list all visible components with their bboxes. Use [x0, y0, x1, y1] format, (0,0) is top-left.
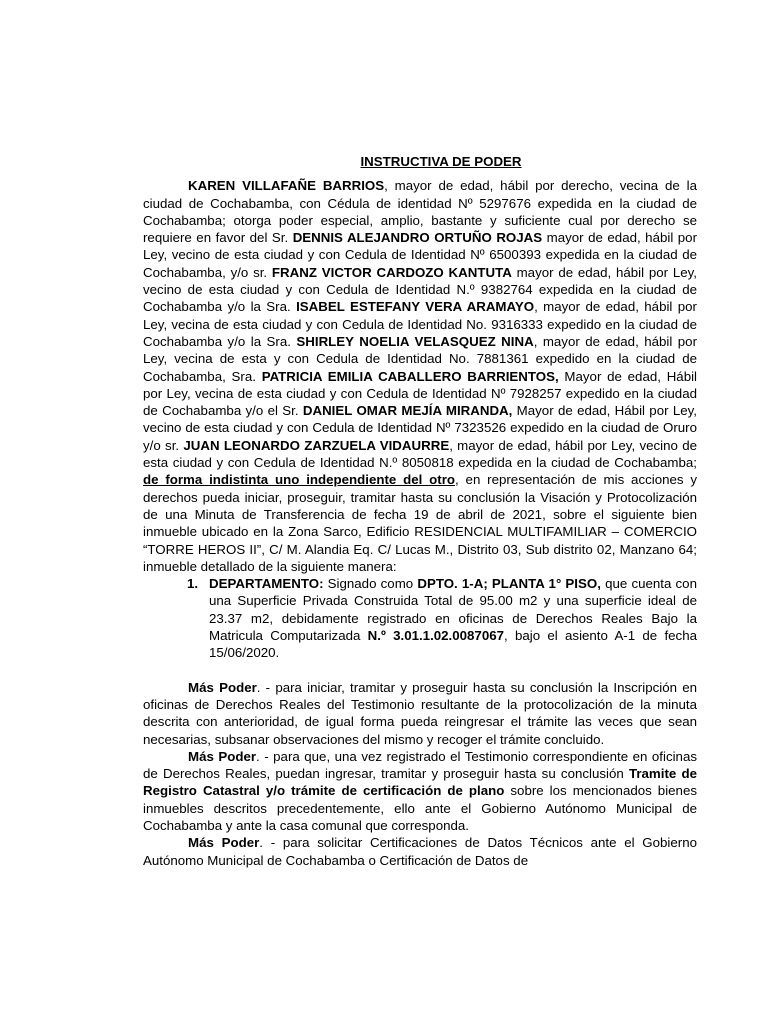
item-label: DEPARTAMENTO: — [209, 576, 324, 592]
text-segment: Mayor de edad, Hábil por Ley, vecina de esta ciudad y con Cedula de Identidad Nº 7928257 expedido en la ciudad de Cochabamba y/o el Sr. — [143, 368, 697, 419]
attorney-name: DANIEL OMAR MEJÍA MIRANDA, — [302, 403, 513, 419]
attorney-name: ISABEL ESTEFANY VERA ARAMAYO — [296, 299, 535, 315]
grantor-name: KAREN VILLAFAÑE BARRIOS — [188, 178, 385, 194]
mas-poder-label: Más Poder — [188, 679, 257, 695]
paragraph-grant — [143, 177, 697, 575]
text-segment: . - para iniciar, tramitar y proseguir hasta su conclusión la Inscripción en oficinas de Derechos Reales del Testimonio resultante de la protocolización de la minuta descrita con anterioridad, de igual forma pueda reingresar el trámite las veces que sean necesarias, subsanar observaciones del mismo y recoger el trámite concluido. — [143, 679, 697, 747]
text-segment: , en representación de mis acciones y derechos pueda iniciar, proseguir, tramitar hasta su conclusión la Visación y Protocolización de una Minuta de Transferencia de fecha 19 de abril de 2021, sobre el siguiente bien inmueble ubicado en la Zona Sarco, Edificio RESIDENCIAL MULTIFAMILIAR – COMERCIO “TORRE HEROS II”, C/ M. Alandia Eq. C/ Lucas M., Distrito 03, Sub distrito 02, Manzano 64; inmueble detallado de la siguiente manera: — [143, 472, 697, 574]
text-segment: , mayor de edad, hábil por Ley, vecina de esta ciudad y con Cedula de Identidad No. 9316333 expedido en la ciudad de Cochabamba y/o la Sra. — [143, 299, 697, 349]
text-segment: Mayor de edad, Hábil por Ley, vecino de esta ciudad y con Cedula de Identidad Nº 7323526 expedido en la ciudad de Oruro y/o sr. — [143, 403, 697, 453]
text-segment: , mayor de edad, hábil por Ley, vecina de esta y con Cedula de Identidad No. 7881361 expedido en la ciudad de Cochabamba, Sra. — [143, 333, 697, 384]
property-list — [143, 575, 697, 661]
attorney-name: JUAN LEONARDO ZARZUELA VIDAURRE — [183, 437, 450, 453]
list-item — [187, 575, 697, 661]
attorney-name: DENNIS ALEJANDRO ORTUÑO ROJAS — [292, 230, 543, 246]
emphasis-clause: de forma indistinta uno independiente del otro — [143, 472, 456, 488]
paragraph-mas-poder-1 — [143, 679, 697, 748]
attorney-name: PATRICIA EMILIA CABALLERO BARRIENTOS, — [261, 368, 559, 384]
unit-designation: DPTO. 1-A; PLANTA 1° PISO, — [417, 576, 601, 592]
text-segment: , mayor de edad, hábil por derecho, vecina de la ciudad de Cochabamba, con Cédula de identidad Nº 5297676 expedida en la ciudad de Cochabamba; otorga poder especial, amplio, bastante y suficiente cual por derecho se requiere en favor del Sr. — [143, 178, 697, 246]
paragraph-mas-poder-3 — [143, 834, 697, 869]
paragraph-mas-poder-2 — [143, 748, 697, 834]
text-segment: , bajo el asiento A-1 de fecha 15/06/2020. — [209, 628, 697, 661]
mas-poder-label: Más Poder — [188, 835, 260, 851]
registry-number: N.º 3.01.1.02.0087067 — [367, 628, 505, 644]
text-segment: . - para que, una vez registrado el Testimonio correspondiente en oficinas de Derechos Reales, puedan ingresar, tramitar y proseguir hasta su conclusión — [143, 748, 697, 782]
text-segment: mayor de edad, hábil por Ley, vecino de esta ciudad y con Cedula de Identidad Nº 6500393 expedida en la ciudad de Cochabamba, y/o sr. — [143, 230, 698, 280]
document-body — [143, 153, 697, 869]
procedure-name: Tramite de Registro Catastral y/o trámite de certificación de plano — [143, 766, 697, 799]
text-segment: que cuenta con una Superficie Privada Construida Total de 95.00 m2 y una superficie ideal de 23.37 m2, debidamente registrado en oficinas de Derechos Reales Bajo la Matricula Computarizada — [209, 576, 697, 644]
text-segment: . - para solicitar Certificaciones de Datos Técnicos ante el Gobierno Autónomo Municipal de Cochabamba o Certificación de Datos de — [143, 835, 697, 868]
mas-poder-label: Más Poder — [188, 748, 257, 764]
attorney-name: FRANZ VICTOR CARDOZO KANTUTA — [271, 264, 512, 280]
text-segment: , mayor de edad, hábil por Ley, vecino de esta ciudad y con Cedula de Identidad N.º 8050818 expedida en la ciudad de Cochabamba; — [143, 437, 697, 471]
text-segment: sobre los mencionados bienes inmuebles descritos precedentemente, ello ante el Gobierno Autónomo Municipal de Cochabamba y ante la casa comunal que corresponda. — [143, 783, 697, 833]
attorney-name: SHIRLEY NOELIA VELASQUEZ NINA — [296, 333, 534, 349]
text-segment: Signado como — [323, 576, 418, 592]
text-segment: mayor de edad, hábil por Ley, vecino de esta ciudad y con Cedula de Identidad N.º 9382764 expedida en la ciudad de Cochabamba y/o la Sra. — [143, 264, 697, 315]
document-title: INSTRUCTIVA DE PODER — [360, 154, 522, 169]
spacer — [143, 662, 697, 679]
list-item-number: 1. — [187, 576, 199, 592]
